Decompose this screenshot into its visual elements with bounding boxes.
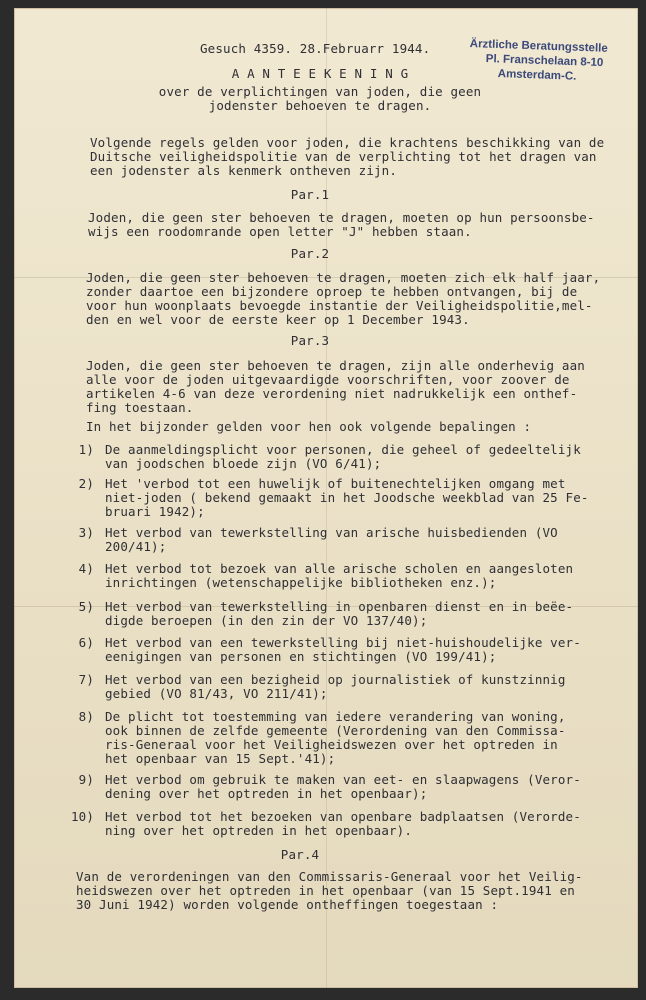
text-line: Van de verordeningen van den Commissaris-Generaal voor het Veilig- [76, 869, 583, 884]
text-line: artikelen 4-6 van deze verordening niet nadrukkelijk een onthef- [86, 386, 578, 401]
text-line: Joden, die geen ster behoeven te dragen, zijn alle onderhevig aan [86, 358, 585, 373]
text-line: dening over het optreden in het openbaar); [105, 786, 428, 801]
item-number: 10) [70, 809, 94, 824]
text-line: Joden, die geen ster behoeven te dragen, moeten op hun persoonsbe- [88, 210, 595, 225]
text-line: ook binnen de zelfde gemeente (Verordening van den Commissa- [105, 723, 566, 738]
item-number: 2) [78, 476, 94, 491]
par2-heading: Par.2 [290, 246, 330, 261]
subtitle-line: over de verplichtingen van joden, die geen [158, 84, 482, 99]
text-line: eenigingen van personen en stichtingen (VO 199/41); [105, 649, 497, 664]
document-title: A A N T E E K E N I N G [231, 66, 409, 81]
item-number: 9) [78, 772, 94, 787]
text-line: het openbaar van 15 Sept.'41); [105, 751, 336, 766]
item-number: 6) [78, 635, 94, 650]
text-line: zonder daartoe een bijzondere oproep te hebben ontvangen, bij de [86, 284, 578, 299]
text-line: inrichtingen (wetenschappelijke bibliotheken enz.); [105, 575, 497, 590]
stamp-line: Pl. Franschelaan 8-10 [485, 52, 604, 70]
item-number: 5) [78, 599, 94, 614]
item-number: 1) [78, 442, 94, 457]
text-line: digde beroepen (in den zin der VO 137/40); [105, 613, 428, 628]
text-line: Het verbod van een tewerkstelling bij niet-huishoudelijke ver- [105, 635, 581, 650]
par4-heading: Par.4 [280, 847, 320, 862]
item-number: 4) [78, 561, 94, 576]
text-line: Het verbod tot bezoek van alle arische scholen en aangesloten [105, 561, 574, 576]
text-line: De aanmeldingsplicht voor personen, die geheel of gedeeltelijk [105, 442, 581, 457]
text-line: 30 Juni 1942) worden volgende ontheffingen toegestaan : [76, 897, 499, 912]
text-line: ning over het optreden in het openbaar). [105, 823, 413, 838]
stamp-line: Ärztliche Beratungsstelle [469, 37, 608, 55]
text-line: Het verbod van tewerkstelling van arische huisbedienden (VO [105, 525, 558, 540]
text-line: Het 'verbod tot een huwelijk of buitenechtelijken omgang met [105, 476, 566, 491]
text-line: alle voor de joden uitgevaardigde voorschriften, voor zoover de [86, 372, 570, 387]
text-line: van joodschen bloede zijn (VO 6/41); [105, 456, 382, 471]
par1-heading: Par.1 [290, 187, 330, 202]
text-line: Het verbod van een bezigheid op journalistiek of kunstzinnig [105, 672, 566, 687]
text-line: bruari 1942); [105, 504, 205, 519]
text-line: Het verbod om gebruik te maken van eet- en slaapwagens (Veror- [105, 772, 581, 787]
text-line: een jodenster als kenmerk ontheven zijn. [90, 163, 398, 178]
text-line: De plicht tot toestemming van iedere verandering van woning, [105, 709, 566, 724]
reference-line: Gesuch 4359. 28.Februarr 1944. [200, 41, 431, 56]
item-number: 3) [78, 525, 94, 540]
text-line: Volgende regels gelden voor joden, die krachtens beschikking van de [90, 135, 605, 150]
par3-heading: Par.3 [290, 333, 330, 348]
subtitle-line: jodenster behoeven te dragen. [208, 98, 432, 113]
text-line: Het verbod tot het bezoeken van openbare badplaatsen (Verorde- [105, 809, 581, 824]
text-line: Het verbod van tewerkstelling in openbaren dienst en in beëe- [105, 599, 574, 614]
text-line: heidswezen over het optreden in het openbaar (van 15 Sept.1941 en [76, 883, 575, 898]
text-line: Joden, die geen ster behoeven te dragen, moeten zich elk half jaar, [86, 270, 601, 285]
text-line: fing toestaan. [86, 400, 194, 415]
item-number: 7) [78, 672, 94, 687]
item-number: 8) [78, 709, 94, 724]
special-provisions-intro: In het bijzonder gelden voor hen ook volgende bepalingen : [86, 419, 532, 434]
text-line: Duitsche veiligheidspolitie van de verplichting tot het dragen van [90, 149, 597, 164]
text-line: 200/41); [105, 539, 167, 554]
text-line: gebied (VO 81/43, VO 211/41); [105, 686, 328, 701]
text-line: ris-Generaal voor het Veiligheidswezen over het optreden in [105, 737, 558, 752]
text-line: wijs een roodomrande open letter "J" hebben staan. [88, 224, 472, 239]
text-line: niet-joden ( bekend gemaakt in het Joodsche weekblad van 25 Fe- [105, 490, 589, 505]
text-line: voor hun woonplaats bevoegde instantie der Veiligheidspolitie,mel- [86, 298, 593, 313]
stamp-line: Amsterdam-C. [497, 67, 577, 83]
text-line: den en wel voor de eerste keer op 1 December 1943. [86, 312, 470, 327]
